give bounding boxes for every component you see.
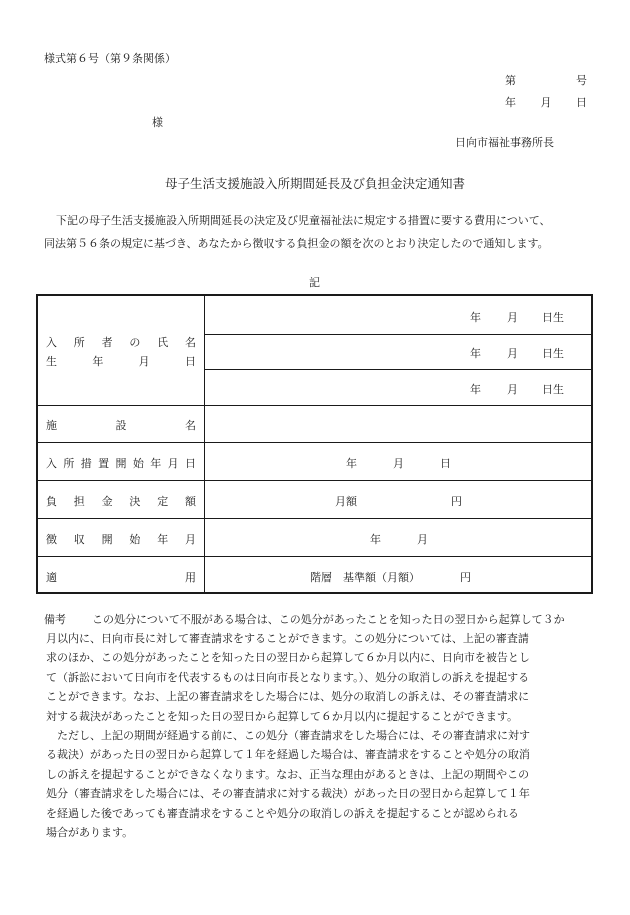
row-divider (38, 556, 591, 557)
document-title: 母子生活支援施設入所期間延長及び負担金決定通知書 (164, 176, 465, 191)
collection-start-label: 徴 収 開 始 年 月 (46, 533, 196, 546)
row-divider (38, 518, 591, 519)
remarks-line: る裁決）があった日の翌日から起算して１年を経過した場合は、審査請求をすることや処分の取消 (46, 748, 530, 762)
ki-marker: 記 (309, 276, 320, 289)
admission-start-date-value: 年 月 日 (346, 457, 451, 470)
notice-table (36, 294, 593, 594)
row-divider (204, 369, 591, 370)
resident-birthdate-cell-2: 年 月 日生 (470, 347, 564, 360)
intro-line-2: 同法第５６条の規定に基づき、あなたから徴収する負担金の額を次のとおり決定したので通知します。 (44, 237, 549, 250)
burden-amount-label: 負 担 金 決 定 額 (46, 495, 196, 508)
number-prefix: 第 (505, 74, 516, 87)
facility-name-label: 施 設 名 (46, 419, 196, 432)
resident-birthdate-cell-1: 年 月 日生 (470, 311, 564, 324)
row-divider (38, 442, 591, 443)
resident-name-label: 入 所 者 の 氏 名 (46, 336, 196, 349)
row-divider (204, 334, 591, 335)
remarks-line: ただし、上記の期間が経過する前に、この処分（審査請求をした場合には、その審査請求に対す (46, 729, 530, 743)
burden-amount-value: 月額 円 (335, 495, 462, 508)
remarks-line: 場合があります。 (46, 826, 134, 840)
applicable-label: 適 用 (46, 571, 196, 584)
remarks-line: を経過した後であっても審査請求をすることや処分の取消しの訴えを提起することが認められる (46, 806, 519, 820)
date-month: 月 (540, 96, 552, 109)
addressee-suffix: 様 (152, 116, 163, 129)
remarks-line: ことができます。なお、上記の審査請求をした場合には、処分の取消しの訴えは、その審査請求に (46, 690, 530, 704)
applicable-value: 階層 基準額（月額） 円 (310, 571, 471, 584)
row-divider (38, 480, 591, 481)
remarks-heading: 備考 (44, 613, 66, 626)
admission-start-date-label: 入 所 措 置 開 始 年 月 日 (46, 457, 196, 470)
remarks-line: 求のほか、この処分があったことを知った日の翌日から起算して６か月以内に、日向市を被告とし (46, 651, 530, 665)
intro-line-1: 下記の母子生活支援施設入所期間延長の決定及び児童福祉法に規定する措置に要する費用について、 (56, 214, 551, 227)
document-number-line (505, 72, 587, 88)
date-year: 年 (505, 96, 516, 109)
resident-birthdate-cell-3: 年 月 日生 (470, 383, 564, 396)
remarks-body (46, 629, 594, 842)
collection-start-value: 年 月 (370, 533, 428, 546)
date-day: 日 (576, 96, 587, 109)
table-column-divider (204, 296, 205, 592)
row-divider (38, 405, 591, 406)
remarks-line: て（訴訟において日向市を代表するものは日向市長となります。）、処分の取消しの訴えを提起する (46, 670, 530, 684)
issuer-name: 日向市福祉事務所長 (455, 136, 554, 149)
remarks-line: 対する裁決があったことを知った日の翌日から起算して６か月以内に提起することができます。 (46, 709, 519, 723)
issue-date-line (505, 94, 587, 110)
remarks-line: しの訴えを提起することができなくなります。なお、正当な理由があるときは、上記の期間やこの (46, 767, 530, 781)
form-number: 様式第６号（第９条関係） (44, 52, 176, 65)
remarks-line-first: この処分について不服がある場合は、この処分があったことを知った日の翌日から起算して３か (92, 613, 565, 626)
resident-birthdate-label: 生 年 月 日 (46, 355, 196, 368)
number-suffix: 号 (576, 74, 587, 87)
remarks-line: 月以内に、日向市長に対して審査請求をすることができます。この処分については、上記の審査請 (46, 632, 529, 645)
remarks-line: 処分（審査請求をした場合には、その審査請求に対する裁決）があった日の翌日から起算して１年 (46, 787, 530, 801)
